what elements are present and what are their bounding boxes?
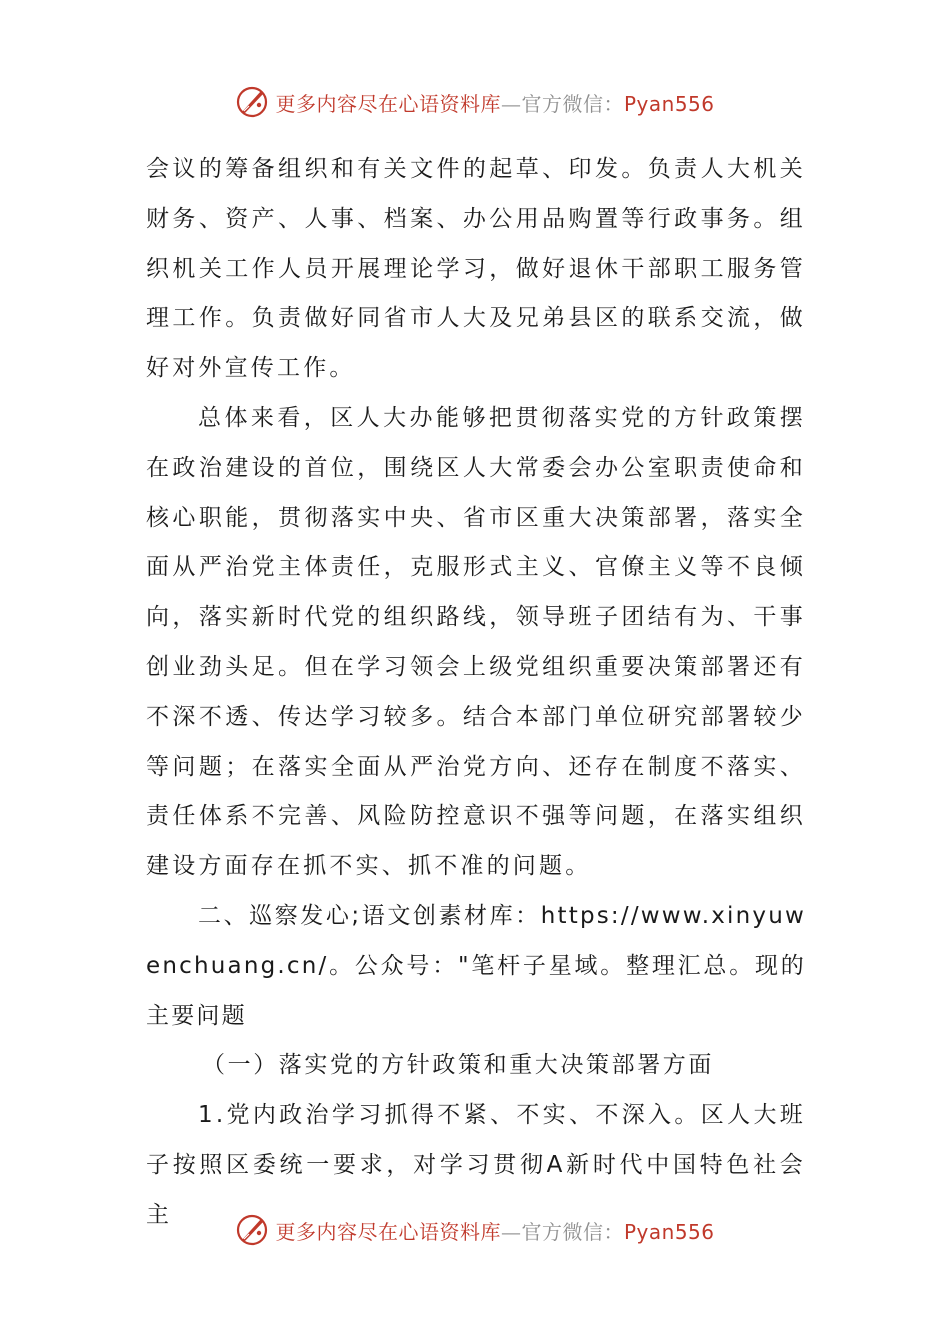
quill-seal-icon — [235, 1213, 269, 1247]
watermark-separator: — — [500, 91, 522, 116]
paragraph-overview: 总体来看，区人大办能够把贯彻落实党的方针政策摆在政治建设的首位，围绕区人大常委会办公室职责使命和核心职能，贯彻落实中央、省市区重大决策部署，落实全面从严治党主体责任，克服形式主义、官僚主义等不良倾向，落实新时代党的组织路线，领导班子团结有为、干事创业劲头足。但在学习领会上级党组织重要决策部署还有不深不透、传达学习较多。结合本部门单位研究部署较少等问题；在落实全面从严治党方向、还存在制度不落实、责任体系不完善、风险防控意识不强等问题，在落实组织建设方面存在抓不实、抓不准的问题。 — [146, 404, 806, 880]
watermark-wechat-label: 官方微信： — [521, 1219, 624, 1244]
paragraph-item-one: 1.党内政治学习抓得不紧、不实、不深入。区人大班子按照区委统一要求，对学习贯彻A新时代中国特色社会主 — [146, 1102, 806, 1228]
watermark-text — [275, 88, 714, 117]
watermark-wechat-id: Pyan556 — [623, 1219, 715, 1244]
footer-watermark — [0, 1210, 950, 1250]
header-watermark — [0, 82, 950, 122]
quill-seal-icon — [235, 85, 269, 119]
watermark-wechat-id: Pyan556 — [623, 91, 715, 116]
watermark-text — [275, 1216, 714, 1245]
watermark-wechat-label: 官方微信： — [521, 91, 624, 116]
paragraph-duties: 会议的筹备组织和有关文件的起草、印发。负责人大机关财务、资产、人事、档案、办公用品购置等行政事务。组织机关工作人员开展理论学习，做好退休干部职工服务管理工作。负责做好同省市人大及兄弟县区的联系交流，做好对外宣传工作。 — [146, 156, 806, 382]
document-body — [146, 145, 806, 1241]
subsection-heading: （一）落实党的方针政策和重大决策部署方面 — [202, 1052, 714, 1079]
paragraph-section-two: 二、巡察发心;语文创素材库：https://www.xinyuwenchuang.cn/。公众号："笔杆子星域。整理汇总。现的主要问题 — [146, 902, 806, 1029]
watermark-site: 更多内容尽在心语资料库 — [275, 1219, 501, 1244]
watermark-separator: — — [500, 1219, 522, 1244]
watermark-site: 更多内容尽在心语资料库 — [275, 91, 501, 116]
